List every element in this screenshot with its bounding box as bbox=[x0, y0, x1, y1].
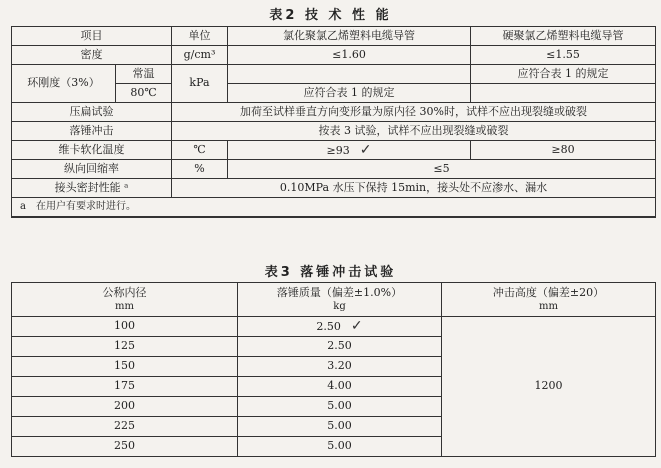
flattening-label: 压扁试验 bbox=[12, 103, 172, 122]
mass-cell bbox=[238, 317, 442, 337]
diameter-unit: mm bbox=[115, 300, 134, 312]
mass-cell: 5.00 bbox=[238, 397, 442, 417]
ring-pvc-80: 应符合表 1 的规定 bbox=[228, 84, 471, 103]
ring-high-temp: 80℃ bbox=[116, 84, 172, 103]
table-row bbox=[12, 103, 656, 122]
density-unit: g/cm³ bbox=[172, 46, 228, 65]
technical-performance-table bbox=[11, 26, 656, 218]
mass-unit: kg bbox=[333, 300, 346, 312]
table2-footnote: a 在用户有要求时进行。 bbox=[12, 198, 656, 217]
diameter-cell: 225 bbox=[12, 417, 238, 437]
ring-stiffness-label: 环刚度（3%） bbox=[12, 65, 116, 103]
diameter-cell: 200 bbox=[12, 397, 238, 417]
density-label: 密度 bbox=[12, 46, 172, 65]
table2-title: 表2 技 术 性 能 bbox=[269, 8, 392, 23]
table-row bbox=[12, 46, 656, 65]
header-diameter bbox=[12, 283, 238, 317]
shrinkage-value: ≤5 bbox=[228, 160, 656, 179]
header-upvc: 硬聚氯乙烯塑料电缆导管 bbox=[471, 27, 656, 46]
table-row bbox=[12, 317, 656, 337]
diameter-cell: 175 bbox=[12, 377, 238, 397]
height-label: 冲击高度（偏差±20） bbox=[492, 285, 605, 299]
ring-pvc-normal bbox=[228, 65, 471, 84]
header-height bbox=[442, 283, 656, 317]
density-upvc: ≤1.55 bbox=[471, 46, 656, 65]
density-pvc: ≤1.60 bbox=[228, 46, 471, 65]
table3-title: 表3 落锤冲击试验 bbox=[264, 265, 397, 280]
flattening-value: 加荷至试样垂直方向变形量为原内径 30%时，试样不应出现裂缝或破裂 bbox=[172, 103, 656, 122]
drop-hammer-label: 落锤冲击 bbox=[12, 122, 172, 141]
header-unit: 单位 bbox=[172, 27, 228, 46]
diameter-cell: 250 bbox=[12, 437, 238, 457]
vicat-upvc: ≥80 bbox=[471, 141, 656, 160]
mass-value: 2.50 bbox=[316, 320, 341, 334]
header-mass bbox=[238, 283, 442, 317]
header-pvc: 氯化聚氯乙烯塑料电缆导管 bbox=[228, 27, 471, 46]
ring-upvc-normal: 应符合表 1 的规定 bbox=[471, 65, 656, 84]
mass-cell: 5.00 bbox=[238, 417, 442, 437]
table-row bbox=[12, 122, 656, 141]
diameter-label: 公称内径 bbox=[102, 285, 147, 299]
joint-seal-value: 0.10MPa 水压下保持 15min，接头处不应渗水、漏水 bbox=[172, 179, 656, 198]
table-row bbox=[12, 65, 656, 84]
table-row bbox=[12, 141, 656, 160]
joint-seal-label: 接头密封性能 ᵃ bbox=[12, 179, 172, 198]
header-item: 项目 bbox=[12, 27, 172, 46]
vicat-unit: ℃ bbox=[172, 141, 228, 160]
mass-cell: 5.00 bbox=[238, 437, 442, 457]
height-cell: 1200 bbox=[442, 317, 656, 457]
diameter-cell: 125 bbox=[12, 337, 238, 357]
ring-normal-temp: 常温 bbox=[116, 65, 172, 84]
check-mark-icon: ✓ bbox=[350, 318, 363, 335]
mass-label: 落锤质量（偏差±1.0%） bbox=[276, 285, 403, 299]
ring-upvc-80 bbox=[471, 84, 656, 103]
mass-cell: 2.50 bbox=[238, 337, 442, 357]
check-mark-icon: ✓ bbox=[359, 141, 372, 158]
diameter-cell: 150 bbox=[12, 357, 238, 377]
table-row bbox=[12, 160, 656, 179]
vicat-pvc-cell bbox=[228, 141, 471, 160]
vicat-label: 维卡软化温度 bbox=[12, 141, 172, 160]
drop-hammer-test-table bbox=[11, 282, 656, 457]
table-row bbox=[12, 198, 656, 217]
mass-cell: 4.00 bbox=[238, 377, 442, 397]
diameter-cell: 100 bbox=[12, 317, 238, 337]
table-row bbox=[12, 179, 656, 198]
shrinkage-label: 纵向回缩率 bbox=[12, 160, 172, 179]
table-row bbox=[12, 283, 656, 317]
vicat-pvc: ≥93 bbox=[326, 143, 350, 157]
height-unit: mm bbox=[539, 300, 558, 312]
table-row bbox=[12, 27, 656, 46]
mass-cell: 3.20 bbox=[238, 357, 442, 377]
drop-hammer-value: 按表 3 试验，试样不应出现裂缝或破裂 bbox=[172, 122, 656, 141]
shrinkage-unit: % bbox=[172, 160, 228, 179]
ring-unit: kPa bbox=[172, 65, 228, 103]
